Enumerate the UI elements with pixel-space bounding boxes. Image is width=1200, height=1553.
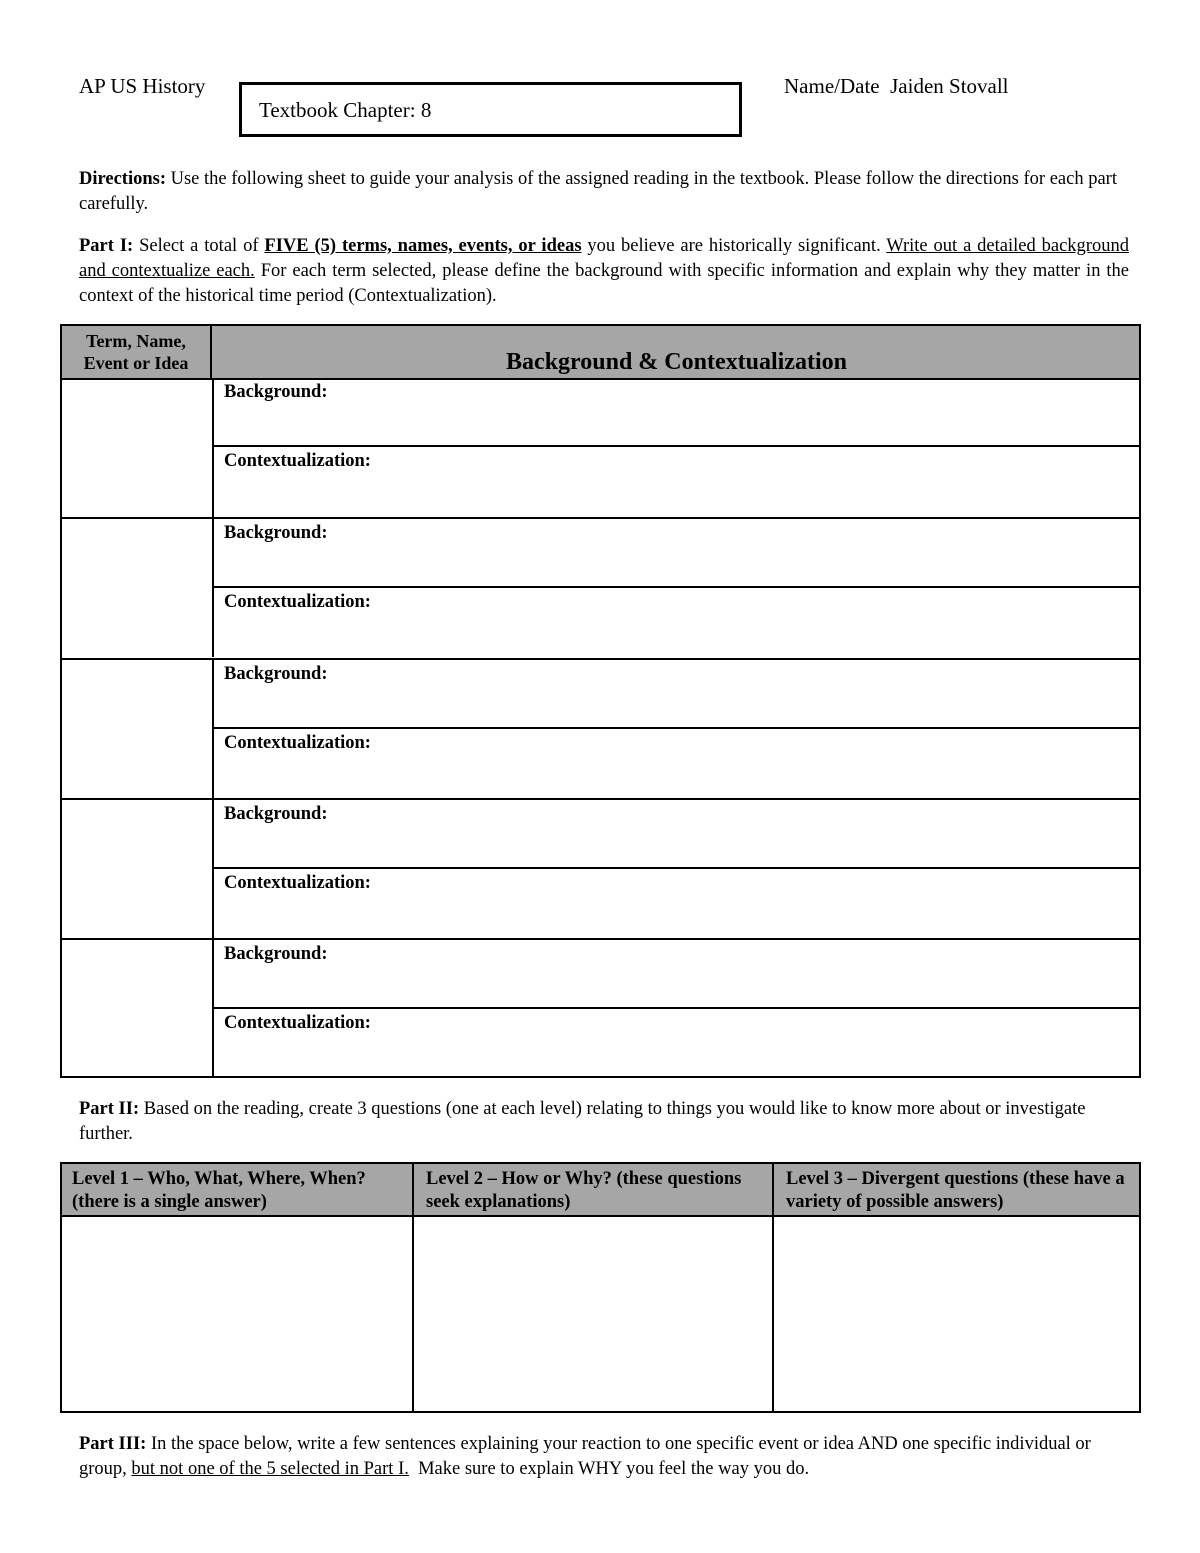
background-label: Background: [224, 382, 328, 402]
part1-instructions [79, 234, 1129, 309]
name-date: Name/Date Jaiden Stovall [784, 74, 1009, 98]
background-cell[interactable] [214, 378, 1139, 447]
term-column-header: Term, Name, Event or Idea [62, 326, 212, 378]
chapter-box [239, 82, 742, 137]
background-cell[interactable] [214, 940, 1139, 1009]
term-cell[interactable] [62, 800, 214, 938]
context-cell[interactable] [214, 447, 1139, 518]
level3-header: Level 3 – Divergent questions (these have a variety of possible answers) [786, 1169, 1125, 1212]
background-label: Background: [224, 664, 328, 684]
background-label: Background: [224, 944, 328, 964]
context-label: Contextualization: [224, 1013, 371, 1033]
context-label: Contextualization: [224, 451, 371, 471]
part2-text: Based on the reading, create 3 questions (one at each level) relating to things you would like to know more about or investigate further. [79, 1099, 1086, 1144]
level2-column[interactable] [416, 1164, 774, 1411]
directions [79, 167, 1129, 217]
part3-label: Part III: [79, 1434, 147, 1454]
term-cell[interactable] [62, 378, 214, 518]
background-cell[interactable] [214, 800, 1139, 869]
part1-table-header [62, 326, 1139, 380]
part1-text: you believe are historically significant. [581, 236, 887, 256]
part2-table [60, 1162, 1141, 1413]
background-label: Background: [224, 523, 328, 543]
context-cell[interactable] [214, 869, 1139, 938]
table-row [62, 938, 1139, 1078]
context-label: Contextualization: [224, 873, 371, 893]
background-cell[interactable] [214, 519, 1139, 588]
directions-text: Use the following sheet to guide your analysis of the assigned reading in the textbook. Please follow the directions for each part carefully. [79, 169, 1117, 214]
background-context-header: Background & Contextualization [506, 349, 847, 375]
table-row [62, 378, 1139, 518]
part2-label: Part II: [79, 1099, 140, 1119]
part1-table [60, 324, 1141, 1078]
term-cell[interactable] [62, 660, 214, 798]
part1-label: Part I: [79, 236, 134, 256]
chapter-label: Textbook Chapter: 8 [259, 98, 432, 122]
part1-text: For each term selected, please define the background with specific information and explain why they matter in the context of the historical time period (Contextualization). [79, 261, 1129, 306]
context-cell[interactable] [214, 729, 1139, 798]
context-label: Contextualization: [224, 733, 371, 753]
background-label: Background: [224, 804, 328, 824]
part3-underlined: but not one of the 5 selected in Part I. [131, 1459, 409, 1479]
context-cell[interactable] [214, 1009, 1139, 1078]
level1-header: Level 1 – Who, What, Where, When? (there is a single answer) [72, 1169, 366, 1212]
part1-text: Select a total of [133, 236, 265, 256]
part3-text: Make sure to explain WHY you feel the way you do. [408, 1459, 810, 1479]
level3-column[interactable] [776, 1164, 1139, 1411]
course-title: AP US History [79, 74, 206, 98]
directions-label: Directions: [79, 169, 166, 189]
table-row [62, 517, 1139, 657]
part3-text: In the space below, write a few sentences explaining your reaction to one specific event or idea AND one specific individual or group, [79, 1434, 1091, 1479]
part3-instructions [79, 1432, 1129, 1482]
context-cell[interactable] [214, 588, 1139, 657]
table-row [62, 798, 1139, 938]
part1-emphasis: FIVE (5) terms, names, events, or ideas [264, 236, 582, 256]
part1-table-body [62, 378, 1139, 1076]
term-cell[interactable] [62, 519, 214, 657]
part1-underlined: Write out a detailed background and contextualize each. [79, 236, 1129, 281]
part2-instructions [79, 1097, 1129, 1147]
context-label: Contextualization: [224, 592, 371, 612]
table-row [62, 658, 1139, 798]
background-cell[interactable] [214, 660, 1139, 729]
level1-column[interactable] [62, 1164, 414, 1411]
term-cell[interactable] [62, 940, 214, 1078]
level2-header: Level 2 – How or Why? (these questions seek explanations) [426, 1169, 742, 1212]
